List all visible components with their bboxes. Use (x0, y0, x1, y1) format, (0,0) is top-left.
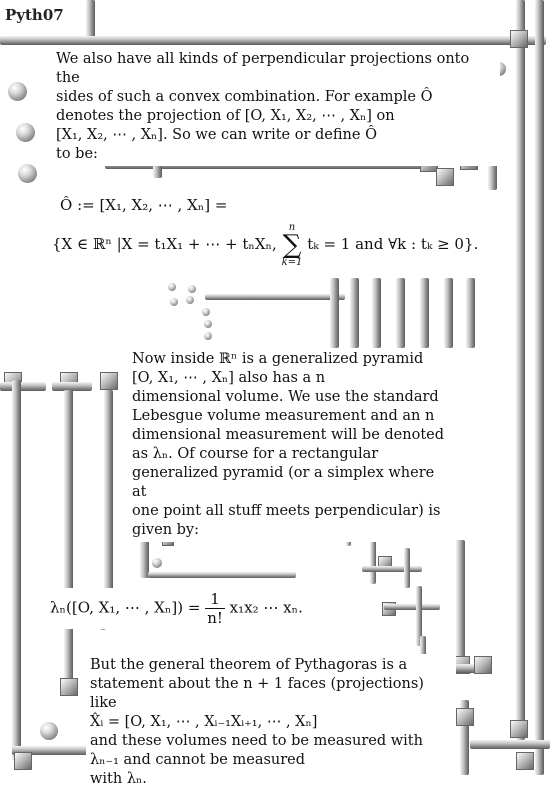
frame-bar (456, 540, 465, 664)
text-line: But the general theorem of Pythagoras is a (90, 657, 408, 673)
frame-bar (148, 572, 296, 578)
frame-bar (350, 278, 359, 348)
frame-bar (404, 548, 410, 588)
frame-bar (372, 278, 381, 348)
text-line: sides of such a convex combination. For example Ô (56, 89, 433, 105)
frame-bar (0, 382, 46, 391)
frame-bar (104, 390, 113, 590)
text-line: [X₁, X₂, ⋯ , Xₙ]. So we can write or define Ô (56, 127, 377, 143)
sum-upper-limit: n (288, 222, 296, 233)
frame-bar (64, 390, 73, 680)
sphere (40, 722, 58, 740)
text-line: statement about the n + 1 faces (projections) like (90, 676, 424, 711)
frame-bar (466, 278, 475, 348)
frame-bar (12, 380, 21, 760)
formula-line: Ô := [X₁, X₂, ⋯ , Xₙ] = (60, 196, 228, 214)
frame-bar (330, 278, 339, 348)
sphere (204, 332, 212, 340)
sigma-glyph: ∑ (282, 230, 302, 260)
frame-joint (436, 168, 454, 186)
sphere (152, 558, 162, 568)
text-line: as λₙ. Of course for a rectangular (132, 446, 379, 462)
fraction (205, 590, 225, 627)
text-line: dimensional measurement will be denoted (132, 427, 445, 443)
text-line: one point all stuff meets perpendicular) is (132, 503, 441, 519)
sphere (188, 285, 196, 293)
sphere (16, 123, 35, 142)
text-line: X̂ᵢ = [O, X₁, ⋯ , Xᵢ₋₁Xᵢ₊₁, ⋯ , Xₙ] (90, 714, 318, 730)
volume-formula (48, 588, 314, 629)
definition-formula (50, 192, 504, 272)
text-line: and these volumes need to be measured with (90, 733, 423, 749)
sum-lower-limit: k=1 (281, 257, 303, 268)
sphere (168, 283, 176, 291)
sphere (202, 308, 210, 316)
frame-joint (100, 372, 118, 390)
frame-bar (420, 636, 426, 656)
formula-rhs: x₁x₂ ⋯ xₙ. (229, 598, 303, 617)
frame-bar (470, 740, 550, 749)
text-line: with λₙ. (90, 771, 147, 787)
text-line: Now inside ℝⁿ is a generalized pyramid (132, 351, 424, 367)
sphere (186, 296, 194, 304)
text-line: generalized pyramid (or a simplex where at (132, 465, 435, 500)
text-line: to be: (56, 146, 98, 162)
frame-bar (96, 36, 546, 45)
text-line: [O, X₁, ⋯ , Xₙ] also has a n (132, 370, 326, 386)
paragraph-volume (128, 348, 454, 542)
text-line: Lebesgue volume measurement and an n (132, 408, 435, 424)
text-line: λₙ₋₁ and cannot be measured (90, 752, 306, 768)
frame-bar (205, 294, 345, 300)
sphere (18, 164, 37, 183)
text-line: We also have all kinds of perpendicular projections onto the (56, 51, 470, 86)
paragraph-pythagoras (86, 654, 456, 791)
text-line: given by: (132, 522, 199, 538)
frame-joint (456, 708, 474, 726)
frame-joint (474, 656, 492, 674)
frame-bar (420, 278, 429, 348)
frame-bar (535, 0, 544, 775)
text-line: dimensional volume. We use the standard (132, 389, 439, 405)
frame-bar (516, 0, 525, 740)
text-line: denotes the projection of [O, X₁, X₂, ⋯ , Xₙ] on (56, 108, 395, 124)
formula-lhs: λₙ([O, X₁, ⋯ , Xₙ]) = (50, 598, 201, 617)
formula-line (52, 222, 502, 268)
frame-bar (384, 604, 440, 610)
sphere (204, 320, 212, 328)
paragraph-projections (52, 48, 500, 166)
frame-joint (60, 678, 78, 696)
frame-joint (14, 752, 32, 770)
formula-part: tₖ = 1 and ∀k : tₖ ≥ 0}. (307, 235, 479, 253)
frame-joint (510, 30, 528, 48)
summation-symbol (282, 222, 303, 268)
formula-part: {X ∈ ℝⁿ |X = t₁X₁ + ⋯ + tₙXₙ, (52, 235, 277, 253)
sphere (170, 298, 178, 306)
frame-joint (516, 752, 534, 770)
frame-bar (0, 36, 110, 45)
sphere (8, 82, 27, 101)
fraction-denominator: n! (207, 609, 223, 627)
fraction-numerator: 1 (205, 590, 225, 609)
frame-joint (510, 720, 528, 738)
frame-bar (444, 278, 453, 348)
page-title: Pyth07 (5, 6, 64, 24)
frame-bar (396, 278, 405, 348)
frame-bar (362, 566, 422, 572)
